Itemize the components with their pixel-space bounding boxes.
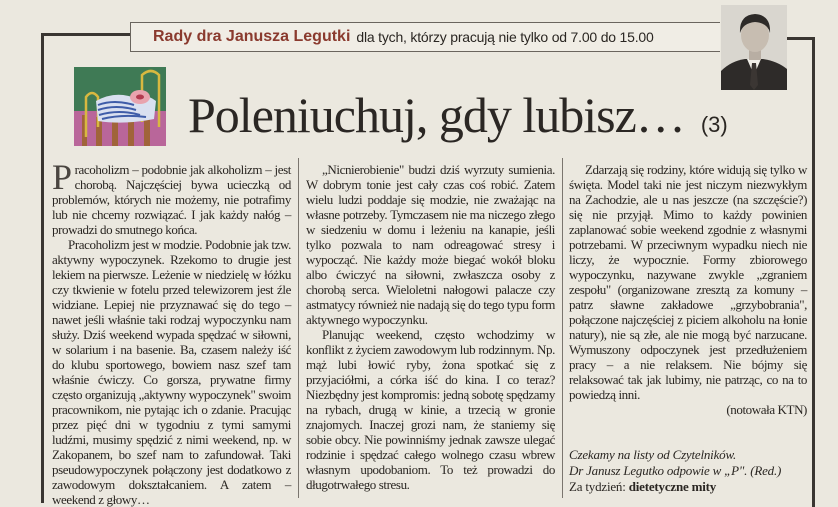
article-title-row	[188, 86, 728, 144]
column-subtitle: dla tych, którzy pracują nie tylko od 7.00 do 15.00	[356, 29, 654, 45]
next-week-topic: dietetyczne mity	[628, 479, 717, 494]
paragraph: Planując weekend, często wchodzimy w konflikt z życiem zawodowym lub rodzinnym. Np. mąż lubi łowić ryby, żona spotkać się z przyjaciółmi, a córka iść do kina. I co teraz? Niezbędny jest kompromis: jedną sobotę spędzamy na rybach, drugą w kinie, a trzecią w gronie znajomych. Inaczej grozi nam, że staniemy się sobie obcy. Nie powinniśmy jednak zawsze ulegać rodzinie i spędzać całego wolnego czasu wbrew własnym upodobaniom. To też prowadzi do długotrwałego stresu.	[306, 327, 555, 492]
paragraph: „Nicnierobienie" budzi dziś wyrzuty sumienia. W dobrym tonie jest cały czas coś robić. Zatem wielu ludzi poddaje się modzie, nie zważając na własne potrzeby. Tymczasem nie ma niczego złego w siedzeniu w domu i leżeniu na kanapie, jeśli tylko pozwala to nam odreagować stresy i wypocząć. Nie każdy może biegać wokół bloku albo ćwiczyć na siłowni, zwłaszcza osoby z chorobą serca. Wieloletni nałogowi palacze czy astmatycy również nie nadają się do tego typu form aktywnego wypoczynku.	[306, 162, 555, 327]
column-divider	[298, 158, 299, 498]
article-part-number: (3)	[700, 112, 728, 137]
article-title: Poleniuchuj, gdy lubisz…	[188, 87, 685, 143]
next-week-label: Za tydzień:	[569, 479, 626, 494]
frame-border-right	[812, 37, 815, 507]
frame-border-left	[41, 33, 44, 503]
bed-illustration	[74, 67, 166, 146]
paragraph: Pracoholizm jest w modzie. Podobnie jak tzw. aktywny wypoczynek. Rzekomo to drugie jest lekiem na pierwsze. Leżenie w niedzielę w łóżku czy tkwienie w fotelu przed telewizorem jest źle widziane. Lepiej nie przyznawać się do tego – nawet jeśli właśnie taki rodzaj wypoczynku nam służy. Dziś weekend wypada spędzać w siłowni, w solarium i na basenie. Ba, czasem należy iść do klubu sportowego, bowiem nasz szef tam właśnie ćwiczy. Co gorsza, prywatne firmy często organizują „aktywny wypoczynek" swoim pracownikom, nie pytając ich o zdanie. Pracując przez pięć dni w tygodniu z tymi samymi ludźmi, musimy spędzić z nimi weekend, np. w Zakopanem, bo szef nam to zafundował. Taki pseudowypoczynek połączony jest dodatkowo z zawodowym dokształcaniem. A zatem – weekend z głowy…	[52, 237, 291, 507]
author-signature: (notowała KTN)	[726, 402, 807, 417]
column-name: Rady dra Janusza Legutki	[153, 28, 351, 45]
paragraph-text: racoholizm – podobnie jak alkoholizm – jest chorobą. Najczęściej bywa ucieczką od problemów, których nie możemy, nie potrafimy lub nie chcemy rozwiązać. I jak każdy nałóg – prowadzi do smutnego końca.	[52, 162, 291, 237]
column-divider	[562, 158, 563, 498]
next-week-line	[569, 479, 807, 495]
paragraph: Zdarzają się rodziny, które widują się tylko w święta. Model taki nie jest niczym niezwykłym na Zachodzie, ale u nas jeszcze (na szczęście?) się nie przyjął. Mimo to każdy powinien zaplanować sobie weekend zgodnie z własnymi potrzebami. W przeciwnym wypadku niech nie liczy, że wypocznie. Formy zbiorowego wypoczynku, nazywane zwykle „zgraniem zespołu" (organizowane zresztą za komuny – patrz sławne zakładowe „grzybobrania", połączone najczęściej z piciem alkoholu na łonie natury), nie są złe, ale nie mogą być narzucane. Wymuszony odpoczynek jest przedłużeniem pracy – a nie relaksem. Nie bójmy się relaksować tak jak lubimy, nie patrząc, co na to powiedzą inni.	[569, 162, 807, 402]
paragraph	[52, 157, 291, 237]
frame-border-right-top	[787, 37, 815, 40]
article-column-3	[569, 162, 807, 495]
notes-line-1: Czekamy na listy od Czytelników.	[569, 447, 737, 462]
editorial-notes	[569, 447, 807, 495]
drop-cap: P	[52, 157, 72, 197]
frame-border-top	[41, 33, 131, 36]
article-column-1	[52, 157, 291, 507]
column-header-band	[130, 22, 720, 52]
notes-line-2: Dr Janusz Legutko odpowie w „P". (Red.)	[569, 463, 782, 478]
author-photo	[721, 5, 787, 90]
article-column-2	[306, 162, 555, 492]
